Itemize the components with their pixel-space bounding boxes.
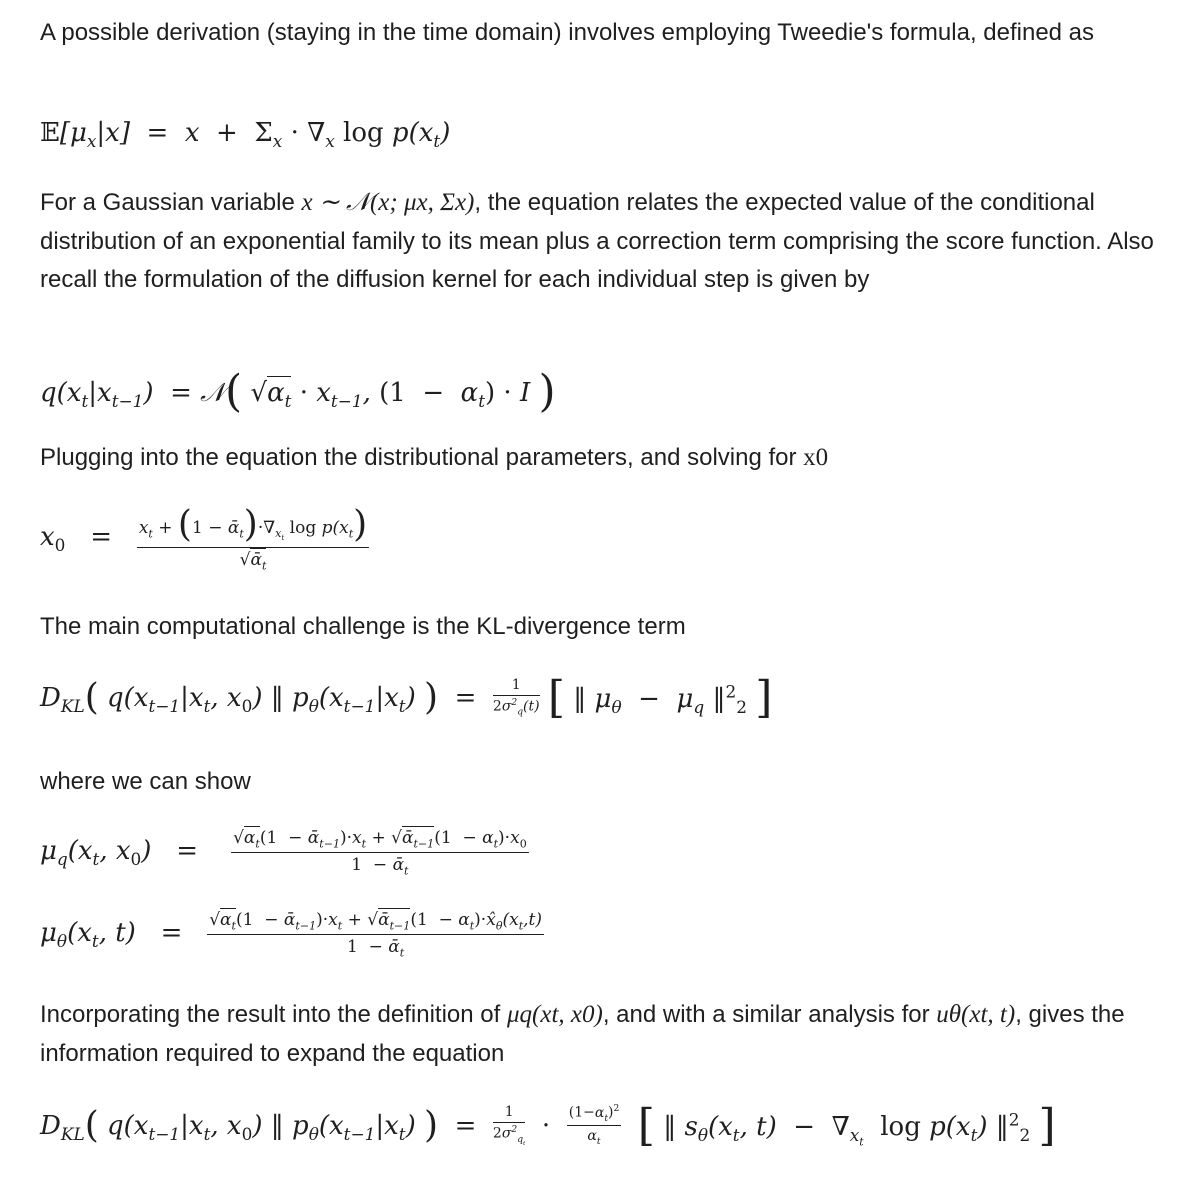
- fraction-kl-coef: $\frac{1}{2\sigma^2_q(t)}$: [492, 677, 540, 718]
- fraction-kl-score-coef: $\frac{1}{2\sigma^2_{q_t}}$: [492, 1104, 526, 1147]
- fraction-mu-q: $\frac{√\alpha_t(1 - ᾱ_{t-1})\cdot x_t + √ᾱ_{t-1}(1 - \alpha_t)\cdot x_0}{1 - ᾱ_t}$: [233, 828, 527, 878]
- paragraph-kl-challenge: The main computational challenge is the KL-divergence term: [40, 613, 686, 640]
- paragraph-where-show: where we can show: [40, 768, 251, 795]
- equation-kl-divergence: $D_{KL}$( $q(x_{t-1}|x_t$, $x_0$) ‖ $p_\theta(x_{t-1}|x_t)$ ) = $\frac{1}{2\sigma^2_q(t)}$ [ ‖ $\mu_\theta - \mu_q$ ‖$^2_2$ ]: [40, 672, 773, 723]
- paragraph-tweedie-intro: A possible derivation (staying in the time domain) involves employing Tweedie's formula, defined as: [40, 19, 1095, 46]
- paragraph-incorporating: [40, 996, 1160, 1073]
- inline-math-x0: x0: [803, 444, 829, 471]
- equation-diffusion-kernel: $q(x_t|x_{t-1})$ = 𝒩( $√\alpha_t \cdot x_{t-1}$, $(1 - \alpha_t)$ · 𝐼 ): [40, 366, 556, 417]
- paragraph-incorporating-text-a: Incorporating the result into the definition of: [40, 1001, 501, 1028]
- equation-kl-score: $D_{KL}$( $q(x_{t-1}|x_t$, $x_0$) ‖ $p_\theta(x_{t-1}|x_t)$ ) = $\frac{1}{2\sigma^2_{q_t}}$ · $\frac{(1-\alpha_t)^2}{\alpha_t}$ [ ‖ $s_\theta(x_t$, $t) - \nabla_{x_t}$ $\log p(x_t)$ ‖$^2_2$ ]: [40, 1100, 1056, 1151]
- paragraph-incorporating-text-b: , and with a similar analysis for: [602, 1001, 930, 1028]
- paragraph-gaussian-text-b: , the equation relates the expected value of the conditional distribution of an exponential family to its mean plus a correction term comprising the score function. Also recall the formulation of the diffusion kernel for each individual step is given by: [40, 189, 1154, 293]
- paragraph-gaussian-text-a: For a Gaussian variable: [40, 189, 295, 216]
- paragraph-plugging: [40, 439, 1160, 478]
- equation-mu-theta: $\mu_\theta(x_t$, t) = $\frac{√\alpha_t(1 - ᾱ_{t-1})\cdot x_t + √ᾱ_{t-1}(1 - \alpha_t)\cdot x̂_\theta(x_t,t)}{1 - ᾱ_t}$: [40, 910, 543, 960]
- fraction-alpha-ratio: $\frac{(1-\alpha_t)^2}{\alpha_t}$: [568, 1103, 620, 1148]
- equation-tweedie: $𝔼[\mu_x|x] = x + \Sigma_x \cdot \nabla_x$ $\log p(x_t)$: [40, 118, 451, 152]
- inline-math-u-theta: uθ(xt, t): [936, 1001, 1016, 1028]
- paragraph-gaussian: [40, 184, 1160, 300]
- fraction-mu-theta: $\frac{√\alpha_t(1 - ᾱ_{t-1})\cdot x_t + √ᾱ_{t-1}(1 - \alpha_t)\cdot x̂_\theta(x_t,t)}{1 - ᾱ_t}$: [209, 910, 543, 960]
- fraction-x0: $\frac{x_t + (1 - ᾱ_t)\cdot\nabla_{x_t} \log p(x_t)}{√ᾱ_t}$: [138, 504, 368, 573]
- equation-mu-q: $\mu_q(x_t$, $x_0$) = $\frac{√\alpha_t(1 - ᾱ_{t-1})\cdot x_t + √ᾱ_{t-1}(1 - \alpha_t)\cdot x_0}{1 - ᾱ_t}$: [40, 828, 527, 878]
- equation-x0: $x_0$ = $\frac{x_t + (1 - ᾱ_t)\cdot\nabla_{x_t} \log p(x_t)}{√ᾱ_t}$: [40, 504, 368, 573]
- inline-math-mu-q: μq(xt, x0): [506, 1001, 603, 1028]
- inline-math-gaussian-variable: x ∼ 𝒩(x; μx, Σx): [301, 189, 475, 216]
- paragraph-incorporating-text-c: , gives the information required to expand the equation: [40, 1001, 1125, 1067]
- paragraph-plugging-text: Plugging into the equation the distributional parameters, and solving for: [40, 444, 797, 471]
